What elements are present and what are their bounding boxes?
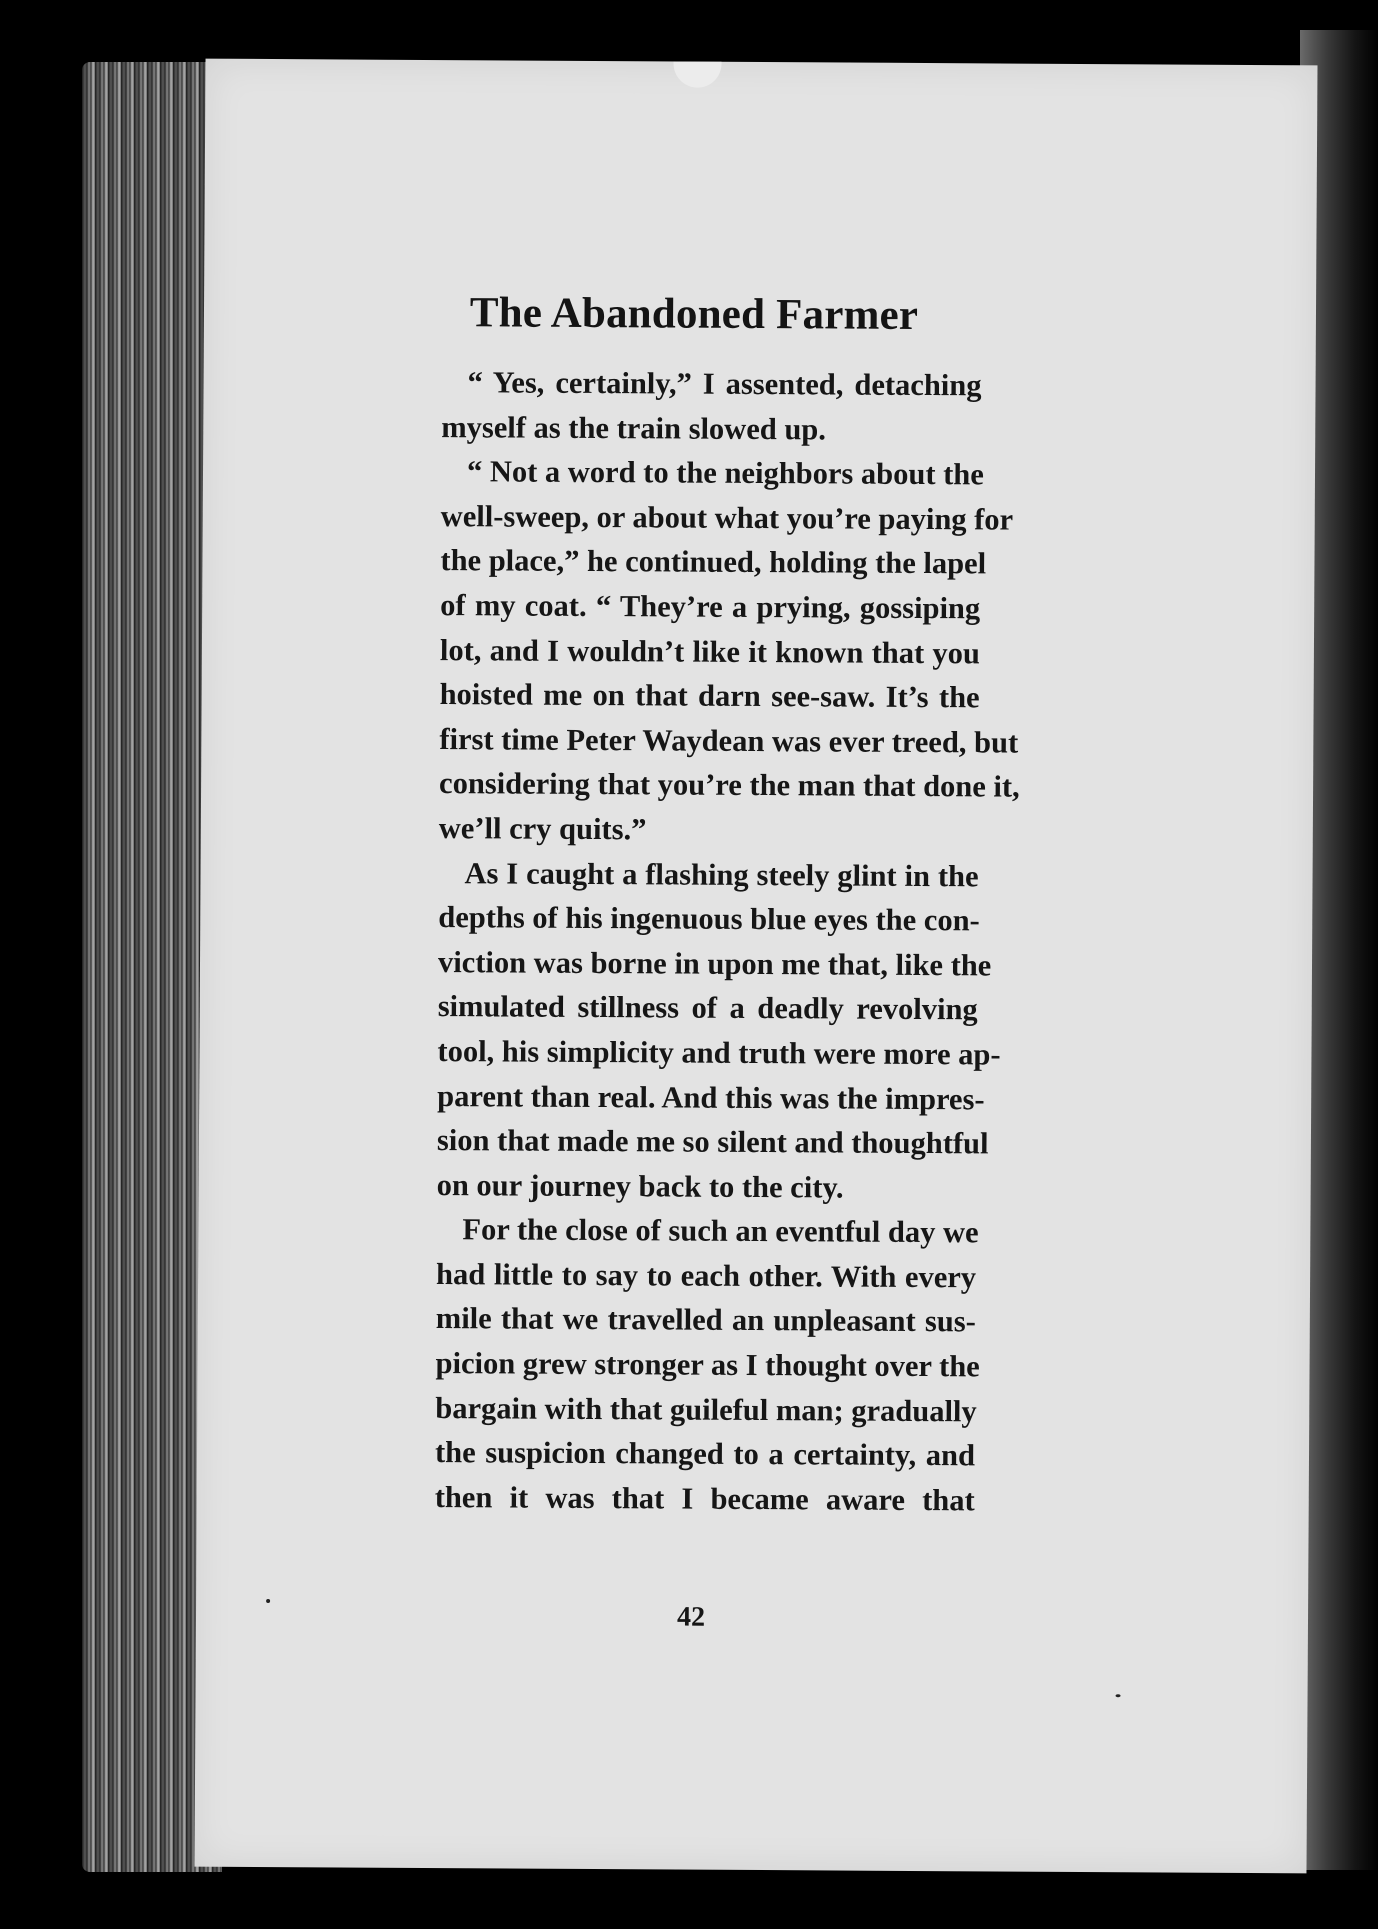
body-text [434,360,1020,1523]
text-line: on our journey back to the city. [436,1167,844,1205]
text-line: As I caught a flashing steely glint in the [464,855,979,893]
text-line: lot, and I wouldn’t like it known that you [439,632,981,670]
text-line: of my coat. “ They’re a prying, gossiping [440,588,981,626]
scan-speck [1116,1694,1121,1697]
running-header: The Abandoned Farmer [469,289,919,339]
text-line: the suspicion changed to a certainty, and [434,1435,976,1473]
paragraph [436,851,1001,1211]
text-line: “ Yes, certainly,” I assented, detaching [467,365,982,403]
text-line: picion grew stronger as I thought over the [435,1346,980,1384]
text-line: For the close of such an eventful day we [462,1212,979,1250]
text-line: mile that we travelled an unpleasant sus- [435,1301,976,1339]
scan-speck [266,1599,270,1603]
text-line: “ Not a word to the neighbors about the [466,454,984,492]
page-number: 42 [676,1601,706,1633]
paragraph [441,360,982,452]
text-line: hoisted me on that darn see-saw. It’s the [439,677,980,715]
paragraph [434,1207,980,1522]
text-line: depths of his ingenuous blue eyes the con- [438,900,980,938]
text-line: parent than real. And this was the impres- [437,1078,985,1116]
paragraph [438,449,1020,854]
text-line: the place,” he continued, holding the lapel [440,543,987,581]
text-line: simulated stillness of a deadly revolving [437,989,978,1027]
book-page [194,59,1317,1874]
scan-artifact [673,61,721,87]
text-line: myself as the train slowed up. [441,409,827,447]
text-line: sion that made me so silent and thoughtful [436,1123,989,1161]
text-line: we’ll cry quits.” [438,810,647,847]
text-line: bargain with that guileful man; gradually [435,1390,977,1429]
text-line: first time Peter Waydean was ever treed, but [439,721,1019,760]
text-line: considering that you’re the man that done it, [439,766,1020,804]
text-line: had little to say to each other. With every [436,1256,977,1295]
text-line: well-sweep, or about what you’re paying for [440,498,1014,537]
text-line: then it was that I became aware that [434,1479,975,1518]
text-line: tool, his simplicity and truth were more ap- [437,1033,1001,1072]
text-line: viction was borne in upon me that, like the [437,944,992,983]
